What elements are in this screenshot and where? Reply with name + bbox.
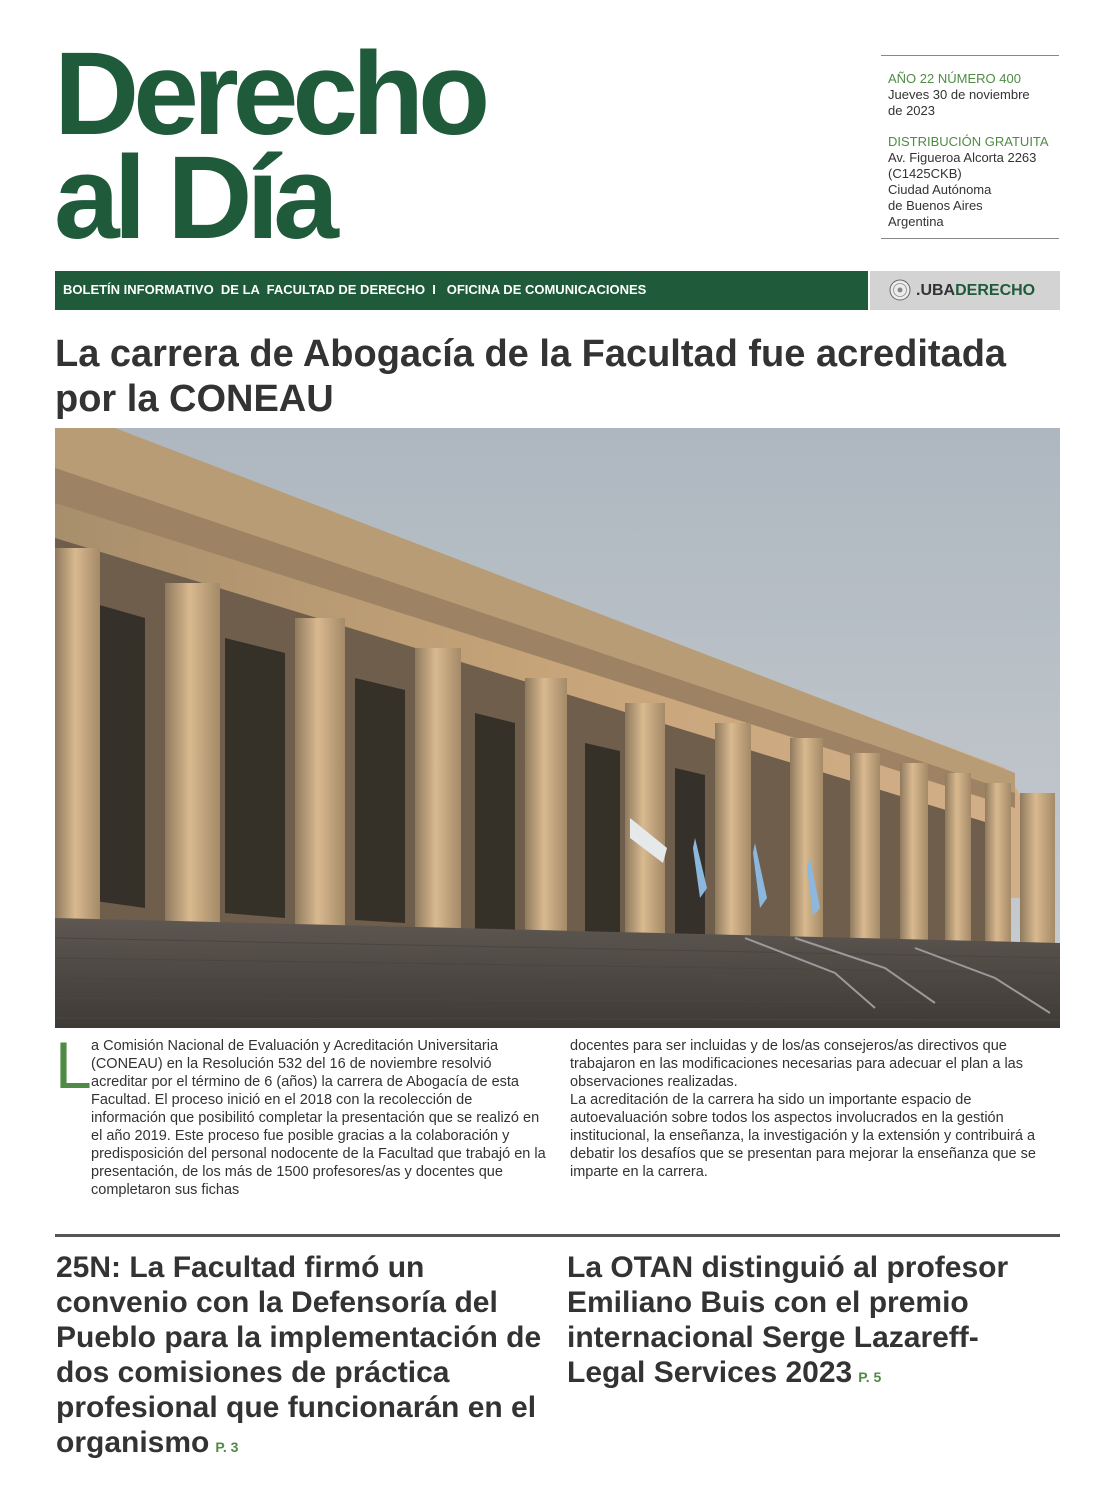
masthead-title-line2: al Día	[54, 132, 333, 264]
lead-article-text: a Comisión Nacional de Evaluación y Acreditación Universitaria (CONEAU) en la Resolución 532 del 16 de noviembre resolvió acreditar por el término de 6 (años) la carrera de Abogacía de esta Facultad. El proceso inició en el 2018 con la recolección de información que posibilitó completar la presentación que se realizó en el año 2019. Este proceso fue posible gracias a la colaboración y predisposición del personal nodocente de la Facultad que trabajó en la presentación, de los más de 1500 profesores/as y docentes que completaron sus fichas	[91, 1038, 546, 1198]
page-reference: P. 5	[858, 1369, 882, 1385]
section-divider	[55, 1234, 1060, 1237]
bulletin-band-text: BOLETÍN INFORMATIVO DE LA FACULTAD DE DERECHO I OFICINA DE COMUNICACIONES	[63, 282, 647, 297]
issue-details	[888, 71, 1056, 119]
lead-article-column-2	[570, 1037, 1060, 1181]
issue-info-box	[881, 55, 1059, 239]
lead-headline: La carrera de Abogacía de la Facultad fue acreditada por la CONEAU	[55, 333, 1007, 420]
address-line: Argentina	[888, 214, 944, 229]
dropcap-letter: L	[55, 1028, 92, 1102]
distribution-details	[888, 134, 1056, 230]
brand-suffix: DERECHO	[955, 282, 1036, 299]
issue-number: AÑO 22 NÚMERO 400	[888, 71, 1021, 86]
story-title: La OTAN distinguió al profesor Emiliano Buis con el premio internacional Serge Lazareff-Legal Services 2023	[567, 1251, 1009, 1389]
address-line: de Buenos Aires	[888, 198, 983, 213]
lead-article-paragraph: docentes para ser incluidas y de los/as consejeros/as directivos que trabajaron en las modificaciones necesarias para adecuar el plan a las observaciones realizadas.	[570, 1038, 1023, 1090]
address-line: (C1425CKB)	[888, 166, 962, 181]
address-line: Av. Figueroa Alcorta 2263	[888, 150, 1037, 165]
bulletin-band	[55, 271, 868, 310]
university-seal-icon	[889, 279, 911, 301]
issue-date-line2: de 2023	[888, 103, 935, 118]
distribution-label: DISTRIBUCIÓN GRATUITA	[888, 134, 1049, 149]
masthead-title-line1: Derecho	[54, 28, 485, 160]
story-headline-otan[interactable]	[567, 1250, 1057, 1395]
brand-wordmark	[916, 282, 1035, 300]
lead-article-paragraph: La acreditación de la carrera ha sido un importante espacio de autoevaluación sobre todos los aspectos involucrados en la gestión institucional, la enseñanza, la investigación y la extensión y contribuirá a debatir los desafíos que se presentan para mejorar la enseñanza que se imparte en la carrera.	[570, 1092, 1036, 1180]
story-headline-defensoria[interactable]	[56, 1250, 551, 1465]
lead-article-column-1	[55, 1028, 549, 1199]
uba-derecho-brand	[870, 271, 1060, 310]
page-reference: P. 3	[215, 1439, 239, 1455]
issue-date-line1: Jueves 30 de noviembre	[888, 87, 1030, 102]
story-title: 25N: La Facultad firmó un convenio con la Defensoría del Pueblo para la implementación de dos comisiones de práctica profesional que funcionarán en el organismo	[56, 1251, 542, 1459]
masthead-title	[54, 28, 485, 264]
faculty-building-photo	[55, 428, 1060, 1028]
address-line: Ciudad Autónoma	[888, 182, 992, 197]
brand-prefix: .UBA	[916, 282, 956, 299]
